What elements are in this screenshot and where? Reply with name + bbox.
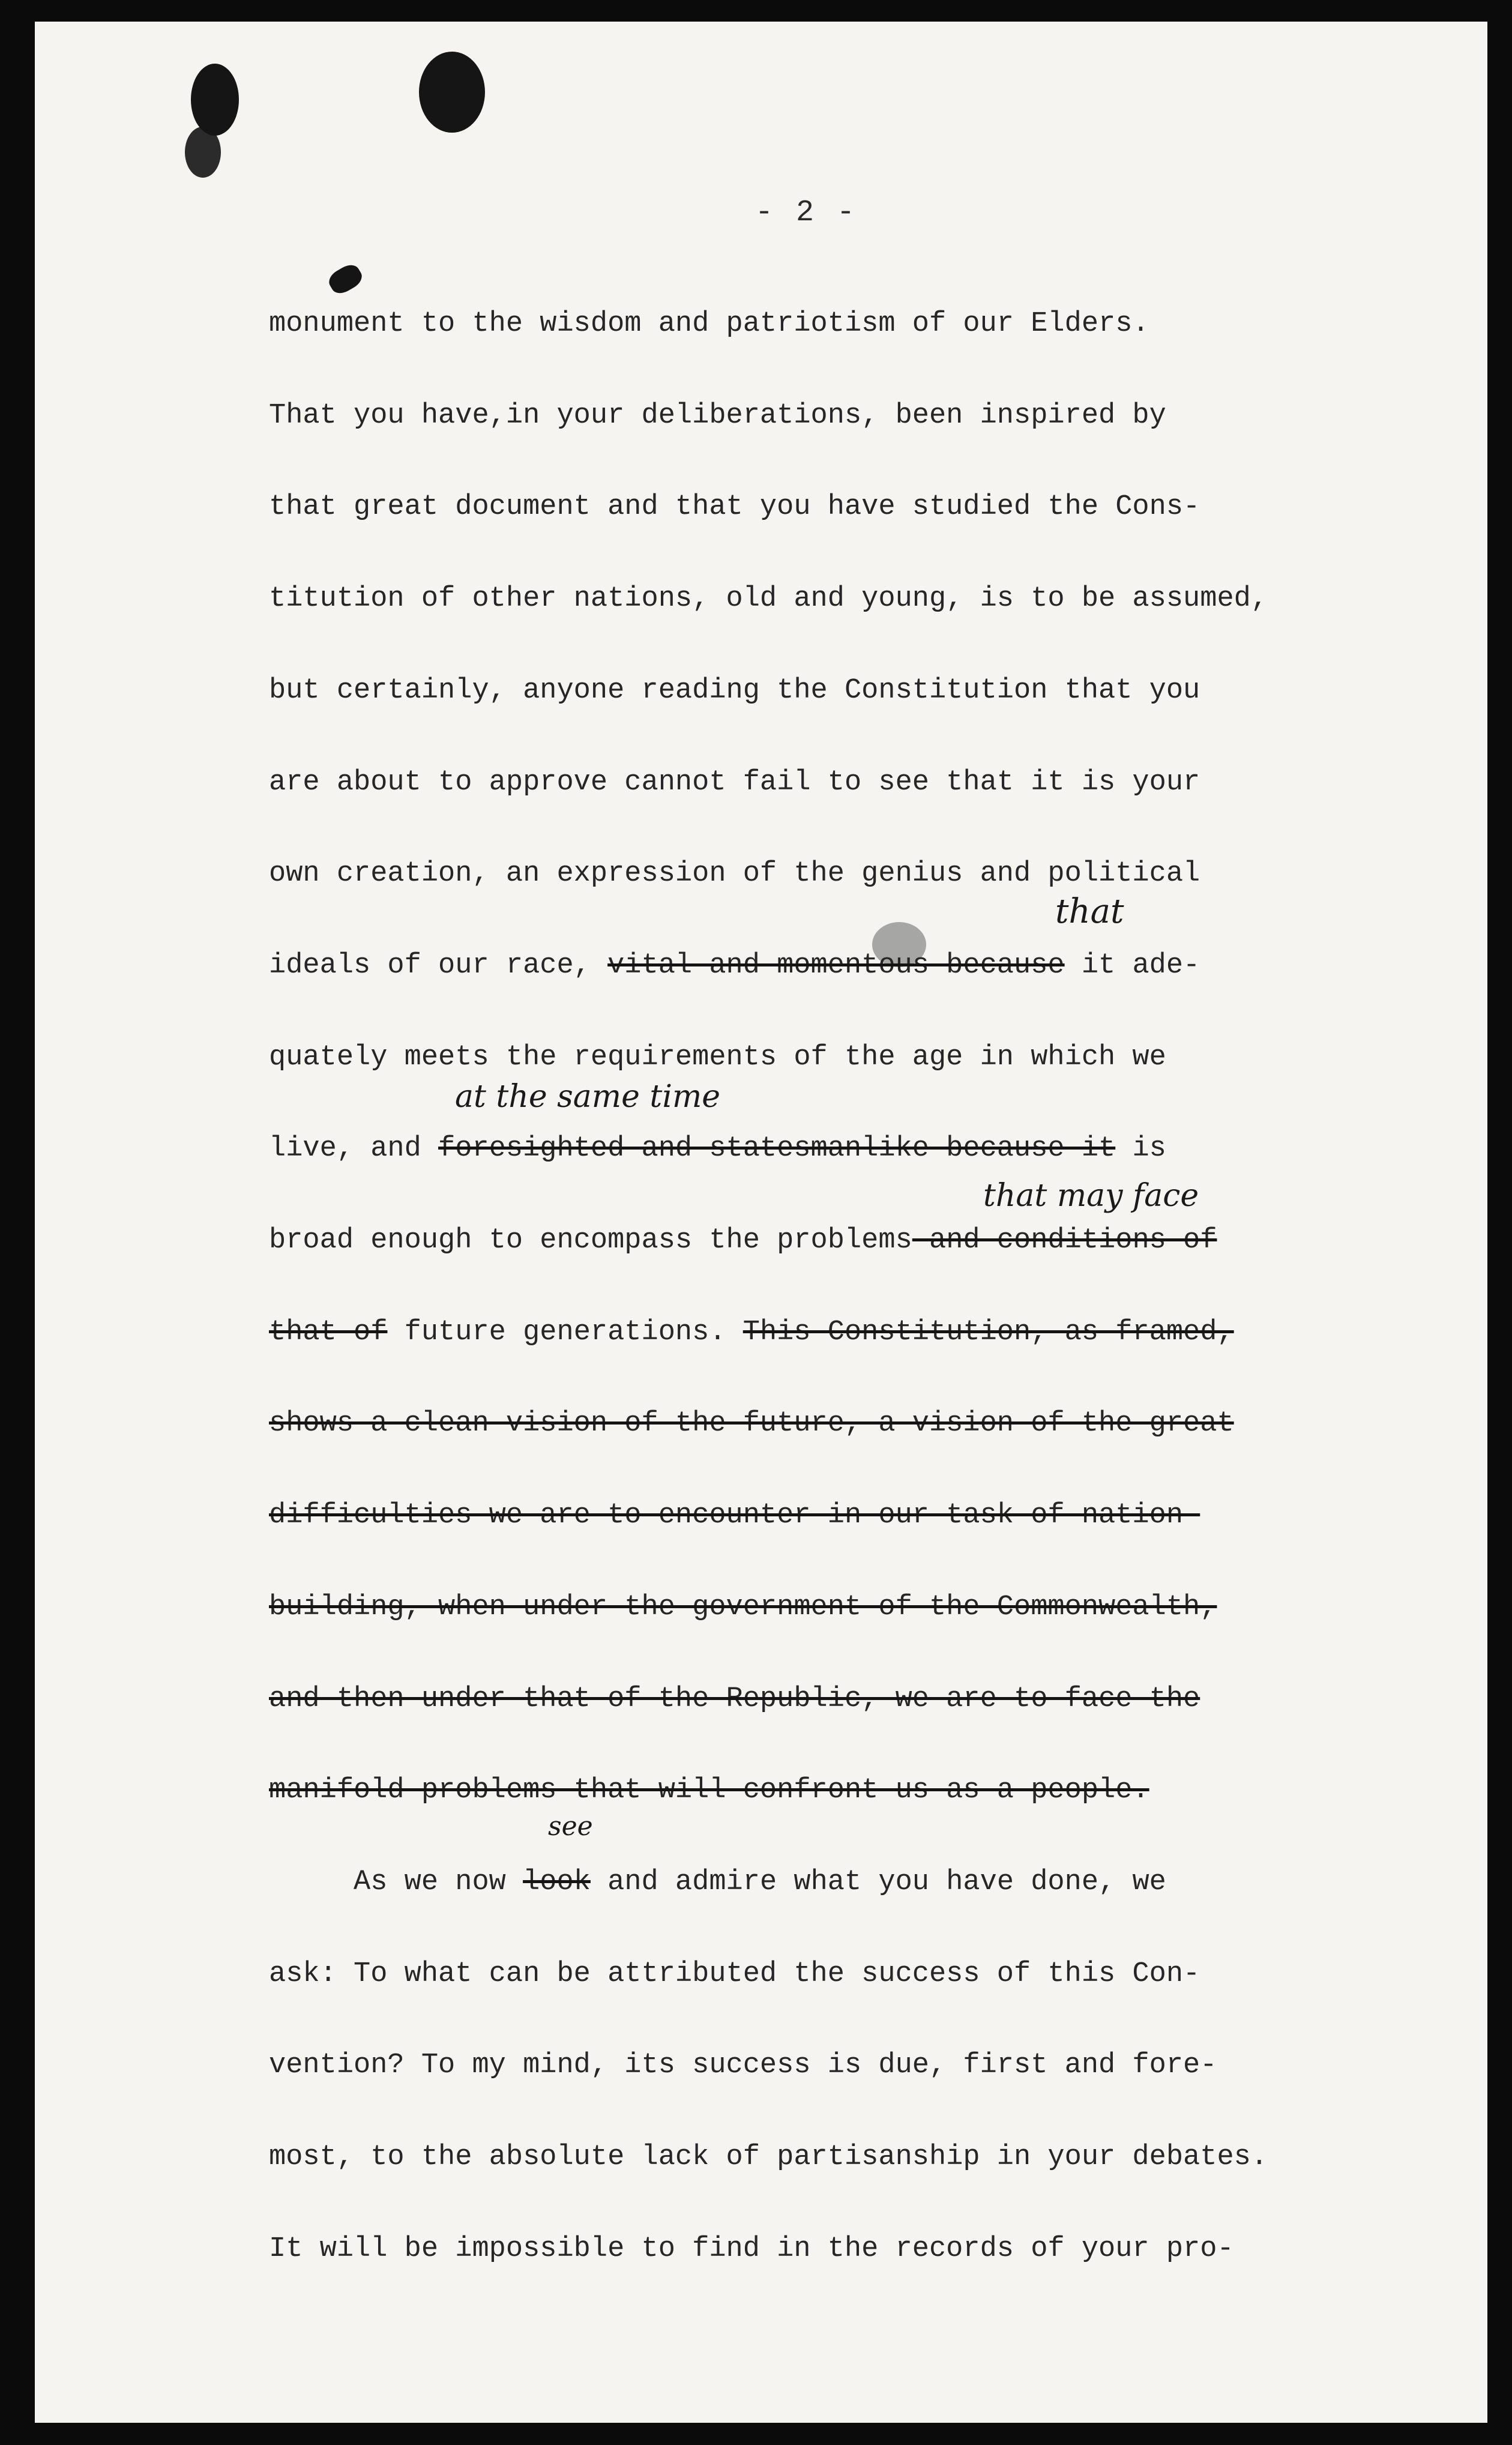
text-run: but certainly, anyone reading the Constitution that you [269,675,1200,707]
text-run: live, and [269,1133,439,1165]
struck-text: and conditions of [912,1225,1217,1256]
text-run: broad enough to encompass the problems [269,1225,912,1256]
page-number: - 2 - [755,196,858,230]
text-line [269,493,1200,521]
text-line [269,1501,1200,1530]
text-line [269,310,1149,338]
struck-text: foresighted and statesmanlike because it [438,1133,1116,1165]
text-run: that great document and that you have studied the Cons- [269,491,1200,523]
ink-blot [185,127,221,178]
text-line [269,1043,1166,1072]
struck-text: difficulties we are to encounter in our task of nation- [269,1500,1200,1531]
text-line [269,1960,1200,1988]
struck-text: manifold problems that will confront us as a people. [269,1774,1149,1806]
text-line [269,1685,1200,1713]
text-run: It will be impossible to find in the records of your pro- [269,2233,1234,2265]
handwritten-insertion: see [548,1811,593,1842]
handwritten-insertion: that [1055,892,1124,931]
text-run: That you have,in your deliberations, been inspired by [269,400,1166,432]
text-line [269,1409,1234,1438]
text-line [269,1868,1166,1896]
text-line [269,402,1166,430]
text-run: vention? To my mind, its success is due, first and fore- [269,2049,1217,2081]
text-run: it ade- [1064,950,1200,981]
ink-blot [325,261,366,297]
text-run: own creation, an expression of the genius and political [269,858,1200,890]
struck-text: building, when under the government of the Commonwealth, [269,1591,1217,1623]
text-line [269,2235,1234,2263]
text-run: are about to approve cannot fail to see that it is your [269,767,1200,798]
struck-text: look [523,1866,591,1898]
text-line [269,1135,1166,1163]
text-run: monument to the wisdom and patriotism of our Elders. [269,308,1149,340]
text-line [269,951,1200,980]
text-line [269,2143,1268,2171]
text-run: titution of other nations, old and young, is to be assumed, [269,583,1268,615]
document-page [35,22,1487,2423]
struck-text: shows a clean vision of the future, a vision of the great [269,1408,1234,1440]
struck-text: and then under that of the Republic, we are to face the [269,1683,1200,1715]
struck-text: that of [269,1316,388,1348]
text-line [269,1318,1234,1346]
text-run: ideals of our race, [269,950,608,981]
ink-blot [191,64,239,136]
text-run: most, to the absolute lack of partisanship in your debates. [269,2141,1268,2173]
text-run: future generations. [387,1316,743,1348]
handwritten-insertion: that may face [983,1178,1199,1214]
struck-text: This Constitution, as framed, [742,1316,1234,1348]
text-line [269,1776,1149,1804]
text-line [269,860,1200,888]
ink-blot [419,52,485,133]
text-line [269,768,1200,797]
text-line [269,1226,1217,1255]
text-line [269,1593,1217,1621]
text-run: As we now [269,1866,523,1898]
text-line [269,677,1200,705]
handwritten-insertion: at the same time [455,1079,721,1115]
text-line [269,2051,1217,2079]
struck-text: vital and momentous because [607,950,1065,981]
text-run: quately meets the requirements of the age in which we [269,1042,1166,1073]
text-run: is [1115,1133,1166,1165]
text-run: ask: To what can be attributed the success of this Con- [269,1958,1200,1990]
text-run: and admire what you have done, we [590,1866,1166,1898]
text-line [269,585,1268,613]
